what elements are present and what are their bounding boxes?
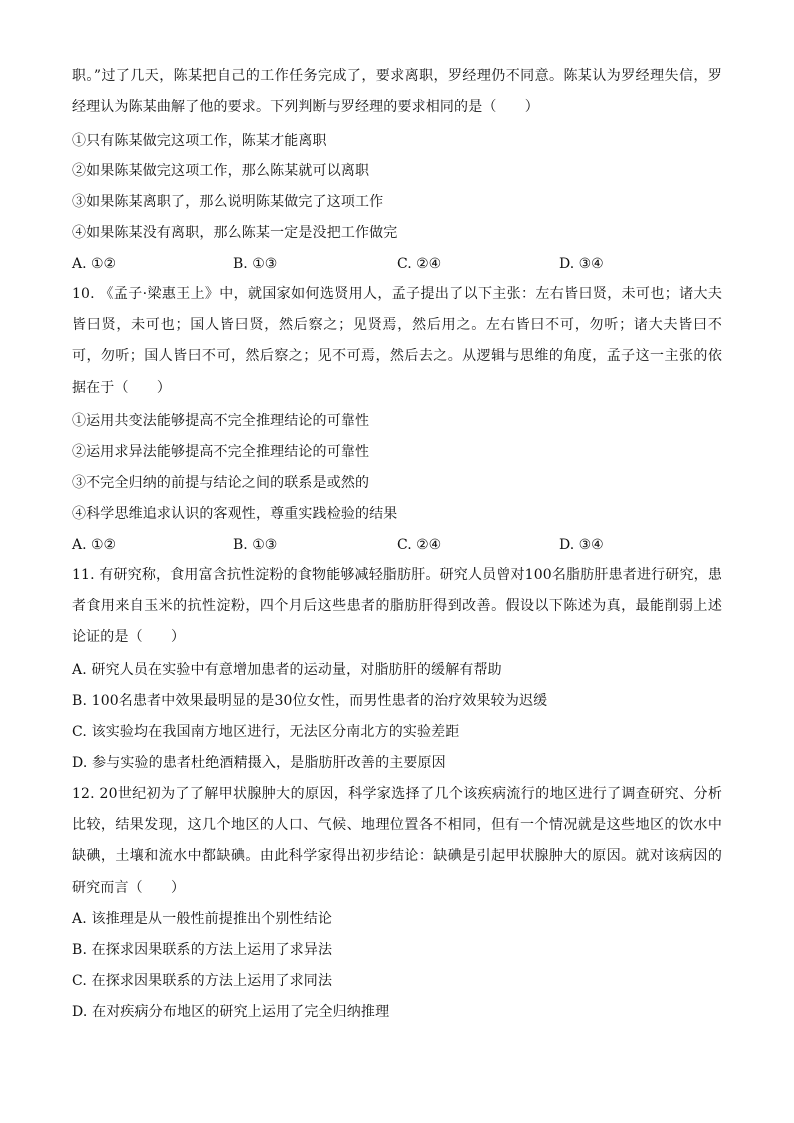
q10-stem: 10. 《孟子·梁惠王上》中，就国家如何选贤用人，孟子提出了以下主张：左右皆曰贤，未可也；诸大夫皆曰贤，未可也；国人皆曰贤，然后察之；见贤焉，然后用之。左右皆曰不可，勿听；诸大夫皆曰不可，勿听；国人皆曰不可，然后察之；见不可焉，然后去之。从逻辑与思维的角度，孟子这一主张的依据在于（ ） [72,286,722,396]
q11-option-b[interactable]: B. 100名患者中效果最明显的是30位女性，而男性患者的治疗效果较为迟缓 [72,693,548,709]
q12-stem: 12. 20世纪初为了了解甲状腺肿大的原因，科学家选择了几个该疾病流行的地区进行了调查研究、分析比较，结果发现，这几个地区的人口、气候、地理位置各不相同，但有一个情况就是这些地区的饮水中缺碘，土壤和流水中都缺碘。由此科学家得出初步结论：缺碘是引起甲状腺肿大的原因。就对该病因的研究而言（ ） [72,786,722,896]
q11-option-d[interactable]: D. 参与实验的患者杜绝酒精摄入，是脂肪肝改善的主要原因 [72,755,446,771]
q9-item-1: ①只有陈某做完这项工作，陈某才能离职 [72,133,327,149]
q9-item-3: ③如果陈某离职了，那么说明陈某做完了这项工作 [72,194,384,210]
q9-item-4: ④如果陈某没有离职，那么陈某一定是没把工作做完 [72,225,398,241]
q9-choice-d[interactable]: D. ③④ [559,256,604,272]
q12-option-b[interactable]: B. 在探求因果联系的方法上运用了求异法 [72,942,333,958]
q9-choice-c[interactable]: C. ②④ [397,256,442,272]
q9-choice-a[interactable]: A. ①② [72,256,117,272]
q11-option-c[interactable]: C. 该实验均在我国南方地区进行，无法区分南北方的实验差距 [72,724,460,740]
q12-option-c[interactable]: C. 在探求因果联系的方法上运用了求同法 [72,973,333,989]
q10-item-3: ③不完全归纳的前提与结论之间的联系是或然的 [72,475,370,491]
q10-choice-d[interactable]: D. ③④ [559,537,604,553]
q9-stem: 职。”过了几天，陈某把自己的工作任务完成了，要求离职，罗经理仍不同意。陈某认为罗经理失信，罗经理认为陈某曲解了他的要求。下列判断与罗经理的要求相同的是（ ） [72,68,722,116]
q9-item-2: ②如果陈某做完这项工作，那么陈某就可以离职 [72,163,370,179]
q10-choices [72,535,722,555]
q9-choice-b[interactable]: B. ①③ [233,256,278,272]
q11-option-a[interactable]: A. 研究人员在实验中有意增加患者的运动量，对脂肪肝的缓解有帮助 [72,662,502,678]
q10-item-2: ②运用求异法能够提高不完全推理结论的可靠性 [72,444,370,460]
q10-choice-a[interactable]: A. ①② [72,537,117,553]
q10-item-1: ①运用共变法能够提高不完全推理结论的可靠性 [72,413,370,429]
q12-option-a[interactable]: A. 该推理是从一般性前提推出个别性结论 [72,911,333,927]
q10-choice-c[interactable]: C. ②④ [397,537,442,553]
q11-stem: 11. 有研究称，食用富含抗性淀粉的食物能够减轻脂肪肝。研究人员曾对100名脂肪肝患者进行研究，患者食用来自玉米的抗性淀粉，四个月后这些患者的脂肪肝得到改善。假设以下陈述为真，最能削弱上述论证的是（ ） [72,567,722,646]
q12-option-d[interactable]: D. 在对疾病分布地区的研究上运用了完全归纳推理 [72,1004,390,1020]
q10-item-4: ④科学思维追求认识的客观性，尊重实践检验的结果 [72,506,398,522]
q9-choices [72,254,722,274]
q10-choice-b[interactable]: B. ①③ [233,537,278,553]
